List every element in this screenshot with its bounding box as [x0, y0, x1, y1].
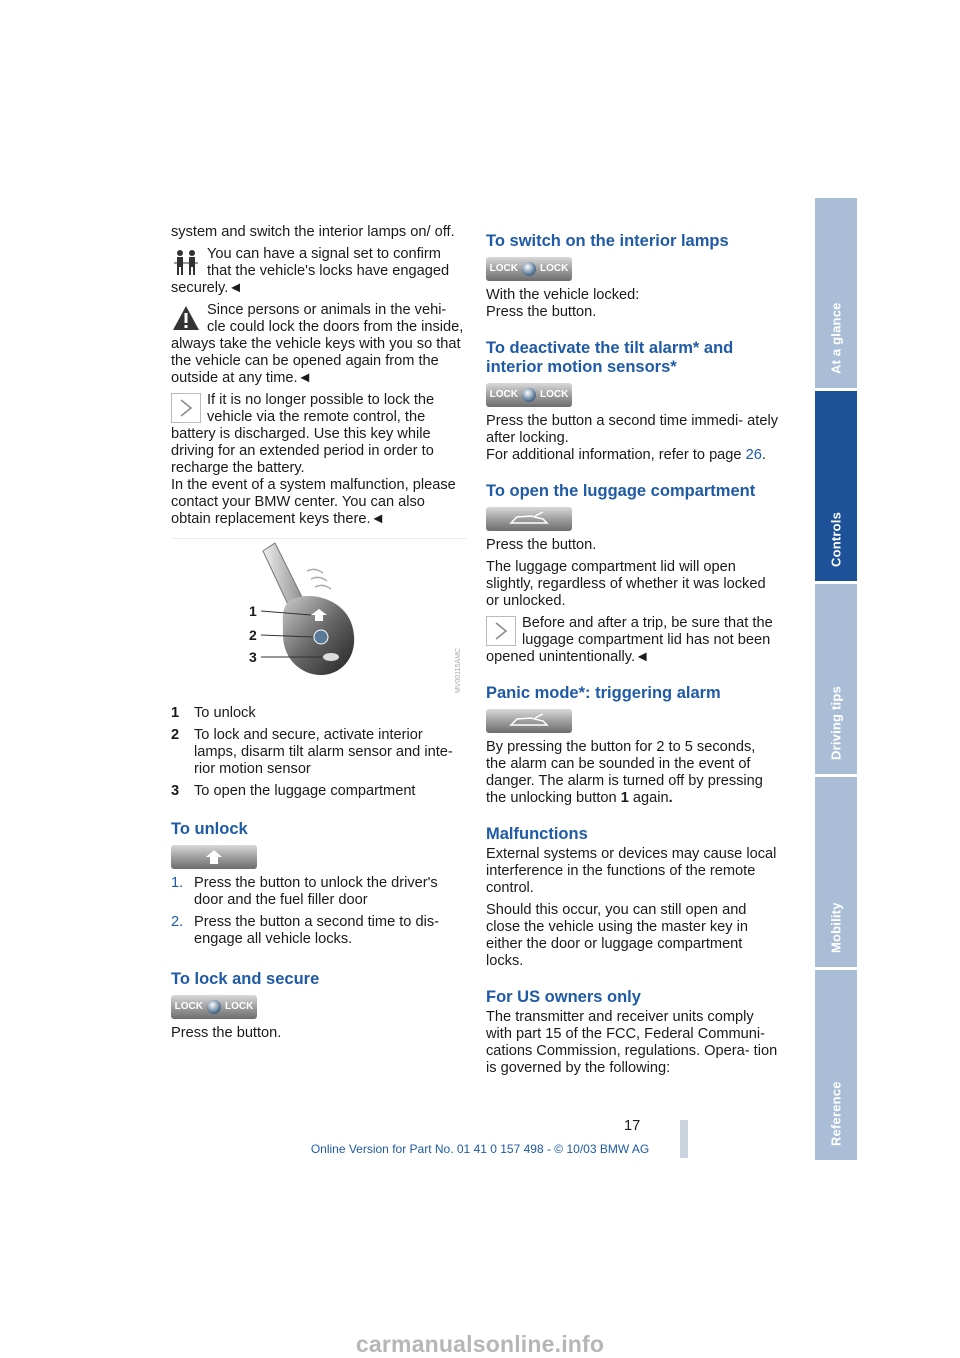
unlock-step	[171, 914, 467, 948]
legend-item	[171, 727, 467, 778]
step-text: Press the button a second time to dis- engage all vehicle locks.	[194, 914, 439, 947]
lock-button-image	[171, 995, 257, 1019]
key-illustration	[171, 538, 467, 695]
note-luggage	[486, 615, 778, 666]
figure-label-1: 1	[249, 603, 257, 619]
panic-heading: Panic mode*: triggering alarm	[486, 684, 721, 702]
tab-mobility[interactable]: Mobility	[815, 777, 857, 967]
legend-text: To lock and secure, activate interior lamps, disarm tilt alarm sensor and inte- rior motion sensor	[194, 727, 453, 777]
legend-list	[171, 705, 467, 800]
deactivate-button-image	[486, 383, 572, 407]
panic-text: By pressing the button for 2 to 5 seconds, the alarm can be sounded in the event of danger. The alarm is turned off by pressing the unlocking button 1 again.	[486, 739, 763, 806]
tab-driving-tips[interactable]: Driving tips	[815, 584, 857, 774]
page-link[interactable]: 26	[745, 447, 762, 463]
legend-num: 1	[171, 705, 180, 721]
bmw-logo-icon	[522, 262, 536, 276]
bmw-logo-icon	[522, 388, 536, 402]
unlock-button-image	[171, 845, 257, 869]
interior-line-1: With the vehicle locked:	[486, 287, 640, 303]
tab-reference[interactable]: Reference	[815, 970, 857, 1160]
note-arrow-icon	[486, 616, 516, 646]
lock-label: LOCK	[489, 263, 518, 274]
step-num: 1.	[171, 875, 184, 891]
unlock-steps	[171, 875, 467, 948]
end-mark: ◄	[297, 370, 313, 386]
note-arrow-icon	[171, 393, 201, 423]
people-icon	[171, 247, 201, 277]
footer-text: Online Version for Part No. 01 41 0 157 498 - © 10/03 BMW AG	[310, 1142, 650, 1156]
right-column	[486, 232, 778, 1082]
deactivate-line-1: Press the button a second time immedi- ately after locking.	[486, 413, 779, 446]
malfunctions-p1: External systems or devices may cause local interference in the functions of the remote control.	[486, 846, 777, 896]
unlock-heading: To unlock	[171, 820, 248, 838]
note-luggage-text: Before and after a trip, be sure that the luggage compartment lid has not been opened unintentionally.	[486, 615, 773, 665]
lock-label: LOCK	[225, 1001, 254, 1012]
figure-label-3: 3	[249, 649, 257, 665]
figure-label-2: 2	[249, 627, 257, 643]
legend-item	[171, 783, 467, 800]
section-tabs	[815, 198, 857, 1163]
interior-heading: To switch on the interior lamps	[486, 232, 729, 250]
note-battery	[171, 392, 467, 528]
tab-at-a-glance[interactable]: At a glance	[815, 198, 857, 388]
lock-label: LOCK	[489, 389, 518, 400]
lock-label: LOCK	[174, 1001, 203, 1012]
page-number: 17	[624, 1118, 641, 1134]
note-warning	[171, 302, 467, 387]
step-text: Press the button to unlock the driver's door and the fuel filler door	[194, 875, 438, 908]
trunk-button-image	[486, 507, 572, 531]
warning-icon	[171, 303, 201, 333]
lock-text: Press the button.	[171, 1025, 282, 1041]
malfunctions-heading: Malfunctions	[486, 825, 588, 843]
note-warning-text: Since persons or animals in the vehi- cle could lock the doors from the inside, always take the vehicle keys with you so that the vehicle can be opened again from the outside at any time.	[171, 302, 464, 386]
legend-text: To unlock	[194, 705, 256, 721]
panic-button-image	[486, 709, 572, 733]
interior-button-image	[486, 257, 572, 281]
intro-text: system and switch the interior lamps on/ off.	[171, 224, 455, 240]
remote-key-image	[171, 539, 467, 695]
note-battery-text-1: If it is no longer possible to lock the vehicle via the remote control, the battery is discharged. Use this key while driving for an extended period in order to recharge the battery.	[171, 392, 435, 476]
legend-num: 2	[171, 727, 180, 743]
end-mark: ◄	[370, 511, 386, 527]
figure-code: MV00115AMC	[455, 647, 462, 693]
unlock-step	[171, 875, 467, 909]
note-battery-text-2: In the event of a system malfunction, please contact your BMW center. You can also obtain replacement keys there.◄	[171, 477, 456, 527]
lock-label: LOCK	[540, 263, 569, 274]
luggage-line-1: Press the button.	[486, 537, 597, 553]
legend-num: 3	[171, 783, 180, 799]
house-arrow-icon	[205, 849, 223, 865]
car-trunk-icon	[509, 511, 549, 527]
left-column	[171, 224, 467, 1047]
luggage-heading: To open the luggage compartment	[486, 482, 756, 500]
deactivate-heading: To deactivate the tilt alarm* and interior motion sensors*	[486, 339, 734, 376]
interior-line-2: Press the button.	[486, 304, 597, 320]
us-owners-p1: The transmitter and receiver units comply with part 15 of the FCC, Federal Communi- cations Commission, regulations. Opera- tion is governed by the following:	[486, 1009, 778, 1076]
end-mark: ◄	[228, 280, 243, 296]
malfunctions-p2: Should this occur, you can still open and close the vehicle using the master key in either the door or luggage compartment locks.	[486, 902, 749, 969]
us-owners-heading: For US owners only	[486, 988, 641, 1006]
tab-controls[interactable]: Controls	[815, 391, 857, 581]
legend-text: To open the luggage compartment	[194, 783, 416, 799]
note-confirm	[171, 246, 467, 297]
step-num: 2.	[171, 914, 184, 930]
legend-item	[171, 705, 467, 722]
lock-label: LOCK	[540, 389, 569, 400]
bmw-logo-icon	[207, 1000, 221, 1014]
watermark: carmanualsonline.info	[355, 1331, 605, 1357]
note-confirm-text: You can have a signal set to confirm that the vehicle's locks have engaged securely.	[171, 246, 450, 296]
lock-heading: To lock and secure	[171, 970, 320, 988]
car-trunk-icon	[509, 713, 549, 729]
deactivate-line-2: For additional information, refer to page 26.	[486, 447, 766, 463]
luggage-line-2: The luggage compartment lid will open slightly, regardless of whether it was locked or unlocked.	[486, 559, 766, 609]
end-mark: ◄	[635, 649, 650, 665]
